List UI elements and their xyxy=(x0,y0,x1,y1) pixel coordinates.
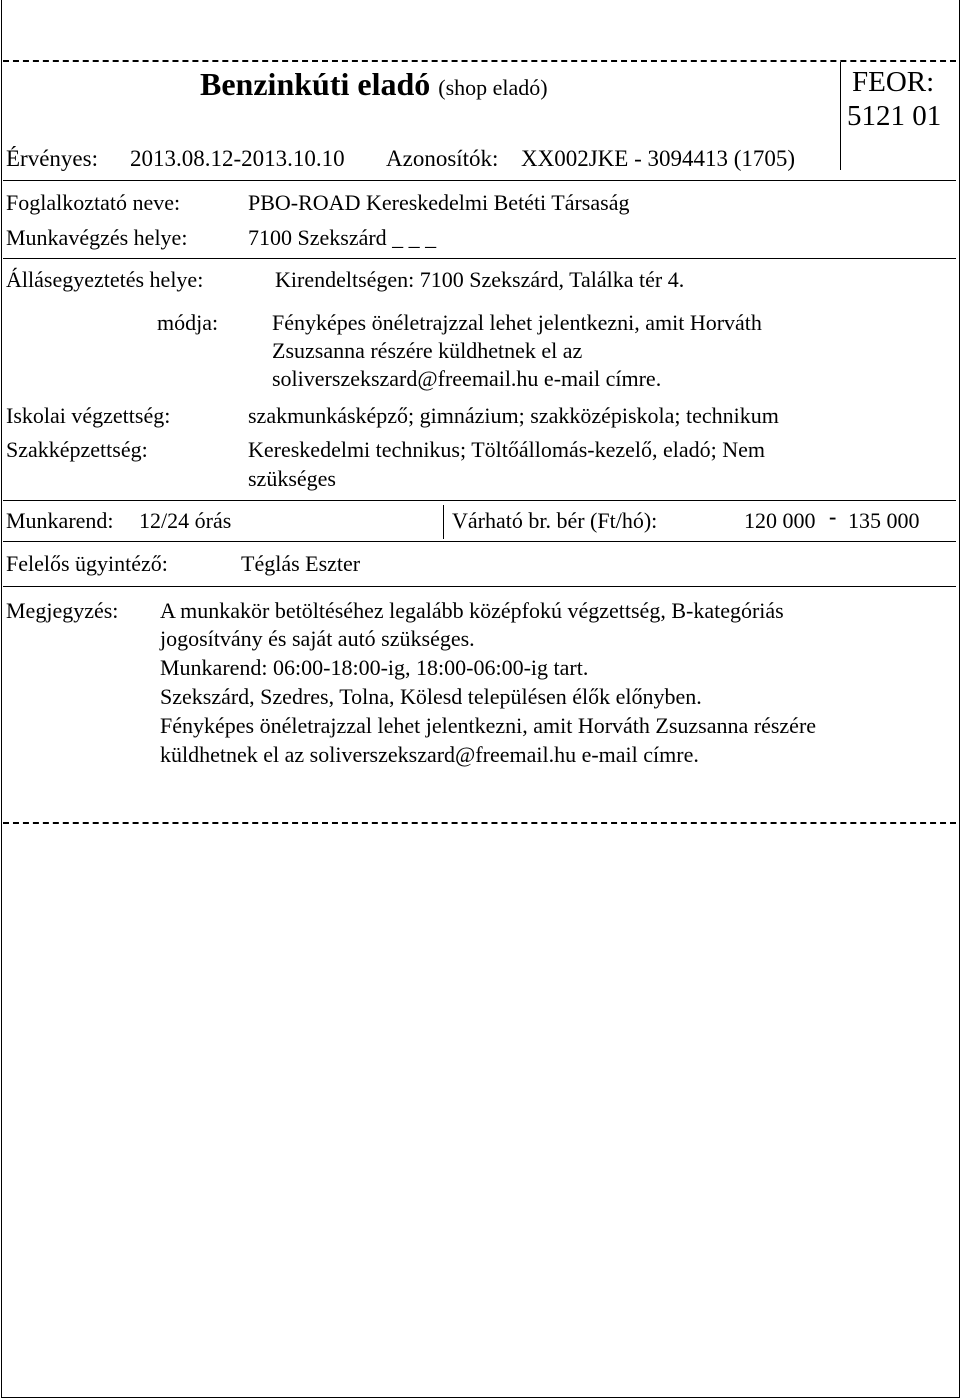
salary-max: 135 000 xyxy=(848,508,920,533)
salary-label: Várható br. bér (Ft/hó): xyxy=(452,508,658,533)
schedule-label: Munkarend: xyxy=(6,508,114,533)
qualification-line-2: szükséges xyxy=(248,466,336,491)
appointment-method-label: módja: xyxy=(157,310,219,335)
appointment-method-line-2: Zsuzsanna részére küldhetnek el az xyxy=(272,338,583,363)
job-title-sub: (shop eladó) xyxy=(438,75,548,100)
notes-line: Munkarend: 06:00-18:00-ig, 18:00-06:00-ig tart. xyxy=(160,655,589,680)
notes-line: Fényképes önéletrajzzal lehet jelentkezni, amit Horváth Zsuzsanna részére xyxy=(160,713,817,738)
schedule-value: 12/24 órás xyxy=(139,508,232,533)
feor-divider xyxy=(840,62,841,170)
notes-line: jogosítvány és saját autó szükséges. xyxy=(160,626,475,651)
notes-line: Szekszárd, Szedres, Tolna, Kölesd településen élők előnyben. xyxy=(160,684,702,709)
cut-line-top xyxy=(3,60,956,62)
notes-line: A munkakör betöltéséhez legalább középfokú végzettség, B-kategóriás xyxy=(160,598,784,623)
employer-name-value: PBO-ROAD Kereskedelmi Betéti Társaság xyxy=(248,190,630,215)
appointment-place-label: Állásegyeztetés helye: xyxy=(6,267,204,292)
education-label: Iskolai végzettség: xyxy=(6,403,171,428)
employer-name-label: Foglalkoztató neve: xyxy=(6,190,181,215)
divider-employer xyxy=(3,258,956,259)
divider-contact xyxy=(3,586,956,587)
salary-divider xyxy=(443,505,444,539)
valid-label: Érvényes: xyxy=(6,146,98,171)
valid-range: 2013.08.12-2013.10.10 xyxy=(130,146,345,171)
appointment-place-value: Kirendeltségen: 7100 Szekszárd, Találka tér 4. xyxy=(275,267,685,292)
contact-label: Felelős ügyintéző: xyxy=(6,551,168,576)
workplace-label: Munkavégzés helye: xyxy=(6,225,188,250)
feor-label: FEOR: xyxy=(852,66,935,98)
feor-code: 5121 01 xyxy=(847,100,942,132)
workplace-value: 7100 Szekszárd _ _ _ xyxy=(248,225,437,250)
notes-label: Megjegyzés: xyxy=(6,598,119,623)
contact-value: Téglás Eszter xyxy=(241,551,361,576)
salary-separator: - xyxy=(829,504,837,529)
ids-label: Azonosítók: xyxy=(386,146,499,171)
divider-header xyxy=(3,180,956,181)
notes-line: küldhetnek el az soliverszekszard@freemail.hu e-mail címre. xyxy=(160,742,699,767)
education-value: szakmunkásképző; gimnázium; szakközépiskola; technikum xyxy=(248,403,779,428)
appointment-method-line-3: soliverszekszard@freemail.hu e-mail címre. xyxy=(272,366,662,391)
qualification-line-1: Kereskedelmi technikus; Töltőállomás-kezelő, eladó; Nem xyxy=(248,437,766,462)
salary-min: 120 000 xyxy=(744,508,816,533)
job-title-main: Benzinkúti eladó xyxy=(200,66,431,102)
divider-work xyxy=(3,541,956,542)
qualification-label: Szakképzettség: xyxy=(6,437,148,462)
ids-value: XX002JKE - 3094413 (1705) xyxy=(521,146,796,171)
divider-requirements xyxy=(3,500,956,501)
job-title xyxy=(200,64,548,108)
appointment-method-line-1: Fényképes önéletrajzzal lehet jelentkezni, amit Horváth xyxy=(272,310,762,335)
cut-line-bottom xyxy=(3,822,956,824)
